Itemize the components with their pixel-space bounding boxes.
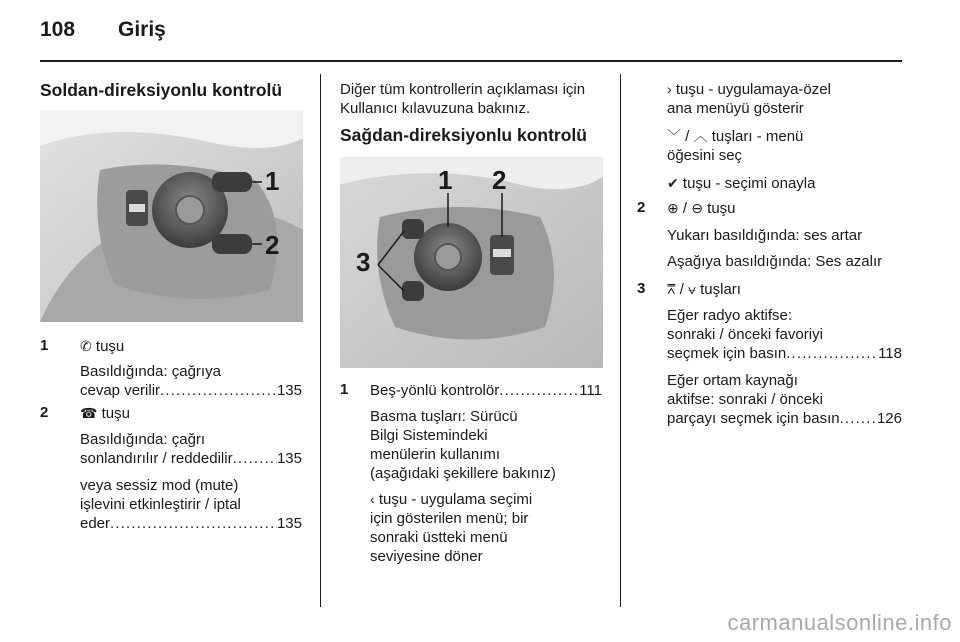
page-number: 108 — [40, 18, 76, 41]
right-steering-illustration — [340, 157, 603, 368]
right-callout-3: 3 — [356, 247, 371, 277]
left-item-2-number: 2 — [40, 404, 49, 421]
left-item-1-desc: Basıldığında: çağrıya cevap verilir . . . 135 — [80, 362, 302, 400]
right-callout-1: 1 — [438, 165, 453, 195]
left-item-2-desc: Basıldığında: çağrı sonlandırılır / reddedilir . . . 135 veya sessiz mod (mute) işlevini etkinleştirir / iptal eder . . . 135 — [80, 430, 302, 533]
middle-item-1-number: 1 — [340, 381, 349, 398]
left-item-1-key: ✆ tuşu — [80, 338, 125, 355]
left-item-2-key: ☎ tuşu — [80, 405, 130, 422]
watermark: carmanualsonline.info — [727, 610, 952, 635]
middle-intro: Diğer tüm kontrollerin açıklaması için Kullanıcı kılavuzuna bakınız. — [340, 81, 586, 117]
chevron-right-icon: › — [667, 81, 672, 97]
chevron-left-icon: ‹ — [370, 491, 375, 507]
left-steering-figure — [40, 110, 303, 322]
seek-down-icon: ⩝ — [688, 281, 696, 297]
left-callout-2: 2 — [265, 230, 280, 260]
volume-down-icon: ⊖ — [691, 200, 703, 216]
phone-hangup-icon: ☎ — [80, 405, 98, 421]
middle-section-title: Sağdan-direksiyonlu kontrolü — [340, 125, 587, 145]
volume-up-icon: ⊕ — [667, 200, 679, 216]
header-divider — [40, 60, 902, 62]
right-key-desc: › tuşu - uygulamaya-özel ana menüyü gösterir — [667, 81, 831, 117]
left-item-1-number: 1 — [40, 337, 49, 354]
left-steering-illustration — [40, 110, 303, 322]
right-item-2-desc: Yukarı basıldığında: ses artar Aşağıya basıldığında: Ses azalır — [667, 227, 883, 270]
seek-up-icon: ⩞ — [667, 281, 676, 297]
right-steering-figure — [340, 157, 603, 368]
chevron-down-icon: ﹀ — [667, 128, 681, 144]
column-divider-2 — [620, 74, 621, 607]
right-callout-2: 2 — [492, 165, 507, 195]
phone-answer-icon: ✆ — [80, 338, 92, 354]
check-key-desc: ✔ tuşu - seçimi onayla — [667, 175, 816, 192]
right-item-3-desc: Eğer radyo aktifse: sonraki / önceki favoriyi seçmek için basın . . . 118 Eğer ortam kaynağı aktifse: sonraki / önceki parçayı seçmek için basın . . . 126 — [667, 306, 902, 428]
middle-left-key-desc: ‹ tuşu - uygulama seçimi için gösterilen menü; bir sonraki üstteki menü seviyesine döner — [370, 491, 533, 565]
right-item-3-number: 3 — [637, 280, 646, 297]
checkmark-icon: ✔ — [667, 175, 679, 191]
column-divider-1 — [320, 74, 321, 607]
middle-item-1-desc: Basma tuşları: Sürücü Bilgi Sistemindeki menülerin kullanımı (aşağıdaki şekillere bakınız) — [370, 408, 556, 482]
right-item-2-number: 2 — [637, 199, 646, 216]
middle-item-1-ref: Beş-yönlü kontrolör . . . 111 — [370, 381, 602, 400]
left-callout-1: 1 — [265, 166, 280, 196]
chevron-up-icon: ︿ — [693, 128, 708, 144]
right-item-3-key: ⩞ / ⩝ tuşları — [667, 281, 741, 298]
right-item-2-key: ⊕ / ⊖ tuşu — [667, 200, 736, 217]
left-section-title: Soldan-direksiyonlu kontrolü — [40, 80, 283, 100]
page-title: Giriş — [118, 18, 166, 41]
updown-key-desc: ﹀ / ︿ tuşları - menü öğesini seç — [667, 128, 804, 164]
